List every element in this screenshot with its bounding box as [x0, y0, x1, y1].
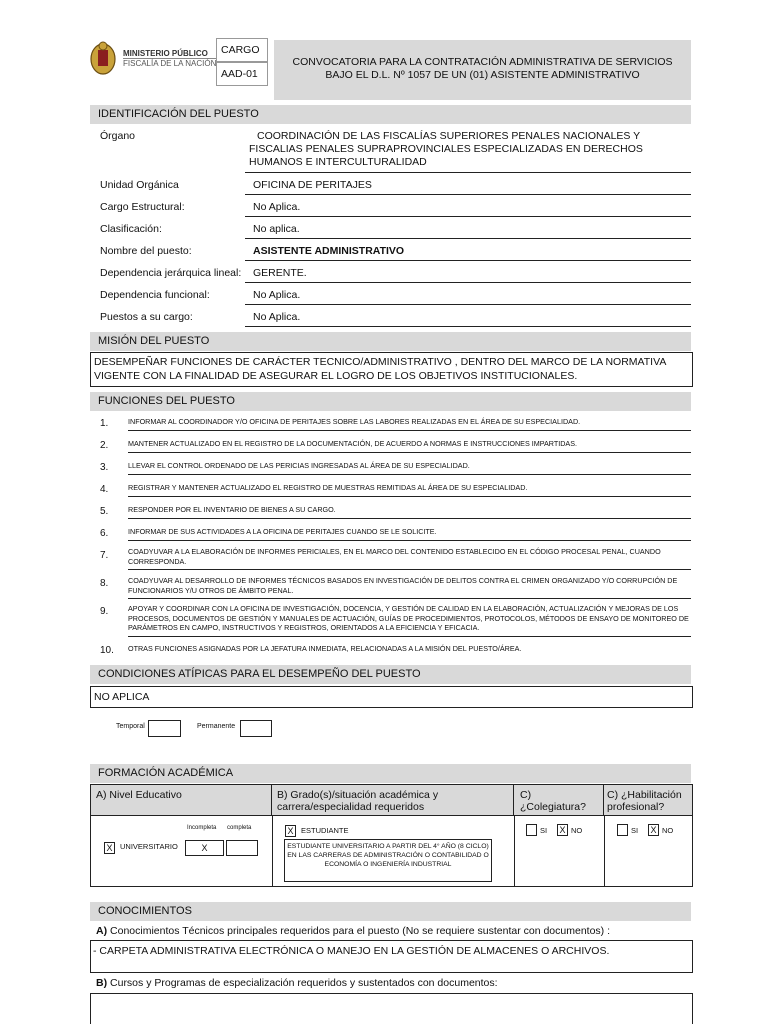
- row-value-clasificacion: No aplica.: [245, 223, 691, 239]
- function-item: INFORMAR AL COORDINADOR Y/O OFICINA DE PERITAJES SOBRE LAS LABORES REALIZADAS EN EL ÁREA DE SU ESPECIALIDAD.: [128, 417, 691, 431]
- carrera-detalle: ESTUDIANTE UNIVERSITARIO A PARTIR DEL 4° AÑO (8 CICLO) EN LAS CARRERAS DE ADMINISTRACIÓN O CONTABILIDAD O ECONOMÍA O INGENIERÍA INDUSTRIAL: [284, 839, 492, 882]
- org-line1: MINISTERIO PÚBLICO: [123, 49, 208, 58]
- row-label-clasificacion: Clasificación:: [100, 223, 162, 235]
- conocimientos-b-box: [90, 993, 693, 1024]
- function-item: MANTENER ACTUALIZADO EN EL REGISTRO DE LA DOCUMENTACIÓN, DE ACUERDO A NORMAS E INSTRUCCIONES IMPARTIDAS.: [128, 439, 691, 453]
- header-title-line2: BAJO EL D.L. Nº 1057 DE UN (01) ASISTENTE ADMINISTRATIVO: [325, 69, 640, 81]
- habilitacion-si-checkbox[interactable]: [617, 824, 628, 836]
- temporal-checkbox[interactable]: [148, 720, 181, 737]
- cargo-code: AAD-01: [221, 68, 258, 80]
- section-identificacion: IDENTIFICACIÓN DEL PUESTO: [90, 105, 691, 124]
- habilitacion-no-label: NO: [662, 826, 674, 835]
- colegiatura-si-checkbox[interactable]: [526, 824, 537, 836]
- section-mision: MISIÓN DEL PUESTO: [90, 332, 691, 351]
- formacion-table: [90, 784, 693, 887]
- section-condiciones: CONDICIONES ATÍPICAS PARA EL DESEMPEÑO DEL PUESTO: [90, 665, 691, 684]
- cargo-label: CARGO: [221, 44, 260, 56]
- function-number: 6.: [100, 528, 109, 539]
- conocimientos-a-value: - CARPETA ADMINISTRATIVA ELECTRÓNICA O MANEJO EN LA GESTIÓN DE ALMACENES O ARCHIVOS.: [90, 940, 693, 973]
- function-item: APOYAR Y COORDINAR CON LA OFICINA DE INVESTIGACIÓN, DOCENCIA, Y GESTIÓN DE CALIDAD EN LA ELABORACIÓN, ACTUALIZACIÓN Y MEJORAS DE LOS PROCESOS, DOCUMENTOS DE GESTIÓN Y MANUALES DE ACTUACIÓN, GUÍAS DE PROCEDIMIENTOS, PROTOCOLOS, MÉTODOS DE ENSAYO DE MONITOREO DE PARÁMETROS EN CAMPO, INSTRUCTIVOS Y REGISTROS, ORIENTADOS A LA EFICIENCIA Y EFICACIA.: [128, 604, 691, 637]
- col-divider: [604, 816, 605, 886]
- colegiatura-no-checkbox[interactable]: X: [557, 824, 568, 836]
- header-title-line1: CONVOCATORIA PARA LA CONTRATACIÓN ADMINISTRATIVA DE SERVICIOS: [292, 56, 673, 68]
- estudiante-checkbox[interactable]: X: [285, 825, 296, 837]
- function-number: 10.: [100, 645, 114, 656]
- crest-logo: [88, 40, 118, 76]
- universitario-label: UNIVERSITARIO: [120, 842, 178, 851]
- completa-checkbox[interactable]: [226, 840, 258, 856]
- conocimientos-a-label: [96, 925, 610, 937]
- function-number: 9.: [100, 606, 109, 617]
- conocimientos-b-label: [96, 977, 498, 989]
- cargo-code-cell: [216, 62, 268, 86]
- conocimientos-a-text: Conocimientos Técnicos principales requeridos para el puesto (No se requiere sustentar con documentos) :: [110, 925, 611, 937]
- universitario-checkbox[interactable]: X: [104, 842, 115, 854]
- incompleta-label: Incompleta: [187, 825, 217, 831]
- colegiatura-no-label: NO: [571, 826, 583, 835]
- row-value-cargo: No Aplica.: [245, 201, 691, 217]
- row-label-unidad: Unidad Orgánica: [100, 179, 179, 191]
- row-label-dep-funcional: Dependencia funcional:: [100, 289, 210, 301]
- function-item: RESPONDER POR EL INVENTARIO DE BIENES A SU CARGO.: [128, 505, 691, 519]
- col-header-grado: B) Grado(s)/situación académica y carrera/especialidad requeridos: [272, 785, 514, 816]
- function-number: 8.: [100, 578, 109, 589]
- header: [88, 38, 691, 100]
- function-item: OTRAS FUNCIONES ASIGNADAS POR LA JEFATURA INMEDIATA, RELACIONADAS A LA MISIÓN DEL PUESTO/ÁREA.: [128, 644, 522, 653]
- colegiatura-si-label: SI: [540, 826, 548, 835]
- org-line2: FISCALÍA DE LA NACIÓN: [123, 59, 217, 68]
- conocimientos-a-prefix: A): [96, 925, 108, 937]
- organo-label: Órgano: [100, 130, 136, 142]
- section-conocimientos: CONOCIMIENTOS: [90, 902, 691, 921]
- incompleta-checkbox[interactable]: X: [185, 840, 224, 856]
- function-number: 1.: [100, 418, 109, 429]
- function-item: LLEVAR EL CONTROL ORDENADO DE LAS PERICIAS INGRESADAS AL ÁREA DE SU ESPECIALIDAD.: [128, 461, 691, 475]
- condiciones-value: NO APLICA: [90, 686, 693, 708]
- estudiante-label: ESTUDIANTE: [301, 826, 349, 835]
- row-value-nombre: ASISTENTE ADMINISTRATIVO: [245, 245, 691, 261]
- permanente-label: Permanente: [197, 723, 236, 730]
- function-number: 4.: [100, 484, 109, 495]
- habilitacion-no-checkbox[interactable]: X: [648, 824, 659, 836]
- habilitacion-si-label: SI: [631, 826, 639, 835]
- row-label-cargo: Cargo Estructural:: [100, 201, 185, 213]
- col-header-nivel: A) Nivel Educativo: [91, 785, 272, 816]
- conocimientos-b-prefix: B): [96, 977, 108, 989]
- col-header-habilitacion: C) ¿Habilitación profesional?: [604, 785, 692, 816]
- function-item: REGISTRAR Y MANTENER ACTUALIZADO EL REGISTRO DE MUESTRAS REMITIDAS AL ÁREA DE SU ESPECIALIDAD.: [128, 483, 691, 497]
- header-title: [274, 40, 691, 100]
- section-formacion: FORMACIÓN ACADÉMICA: [90, 764, 691, 783]
- temporal-label: Temporal: [116, 723, 145, 730]
- row-label-dep-jerarquica: Dependencia jerárquica lineal:: [100, 267, 242, 279]
- function-number: 5.: [100, 506, 109, 517]
- function-item: COADYUVAR A LA ELABORACIÓN DE INFORMES PERICIALES, EN EL MARCO DEL CONTENIDO ESTABLECIDO EN EL CÓDIGO PROCESAL PENAL, CUANDO CORRESPONDA.: [128, 547, 691, 570]
- function-item: INFORMAR DE SUS ACTIVIDADES A LA OFICINA DE PERITAJES CUANDO SE LE SOLICITE.: [128, 527, 691, 541]
- org-name: [123, 49, 216, 68]
- row-label-nombre: Nombre del puesto:: [100, 245, 192, 257]
- row-value-dep-jerarquica: GERENTE.: [245, 267, 691, 283]
- organo-value: COORDINACIÓN DE LAS FISCALÍAS SUPERIORES PENALES NACIONALES Y FISCALIAS PENALES SUPRAPROVINCIALES ESPECIALIZADAS EN DERECHOS HUMANOS E INTERCULTURALIDAD: [245, 130, 691, 173]
- function-number: 2.: [100, 440, 109, 451]
- row-value-puestos: No Aplica.: [245, 311, 691, 327]
- completa-label: completa: [227, 825, 252, 831]
- section-funciones: FUNCIONES DEL PUESTO: [90, 392, 691, 411]
- function-number: 7.: [100, 550, 109, 561]
- row-value-unidad: OFICINA DE PERITAJES: [245, 179, 691, 195]
- col-header-colegiatura: C) ¿Colegiatura?: [514, 785, 604, 816]
- cargo-label-cell: [216, 38, 268, 62]
- function-number: 3.: [100, 462, 109, 473]
- col-divider: [272, 816, 273, 886]
- permanente-checkbox[interactable]: [240, 720, 272, 737]
- row-label-puestos: Puestos a su cargo:: [100, 311, 193, 323]
- mision-text: DESEMPEÑAR FUNCIONES DE CARÁCTER TECNICO/ADMINISTRATIVO , DENTRO DEL MARCO DE LA NORMATIVA VIGENTE CON LA FINALIDAD DE ASEGURAR EL LOGRO DE LOS OBJETIVOS INSTITUCIONALES.: [90, 352, 693, 387]
- conocimientos-b-text: Cursos y Programas de especialización requeridos y sustentados con documentos:: [110, 977, 498, 989]
- function-item: COADYUVAR AL DESARROLLO DE INFORMES TÉCNICOS BASADOS EN INVESTIGACIÓN DE DELITOS CONTRA EL CRIMEN ORGANIZADO Y/O CORRUPCIÓN DE FUNCIONARIOS Y/U OTROS DE ÁMBITO PENAL.: [128, 576, 691, 599]
- col-divider: [514, 816, 515, 886]
- row-value-dep-funcional: No Aplica.: [245, 289, 691, 305]
